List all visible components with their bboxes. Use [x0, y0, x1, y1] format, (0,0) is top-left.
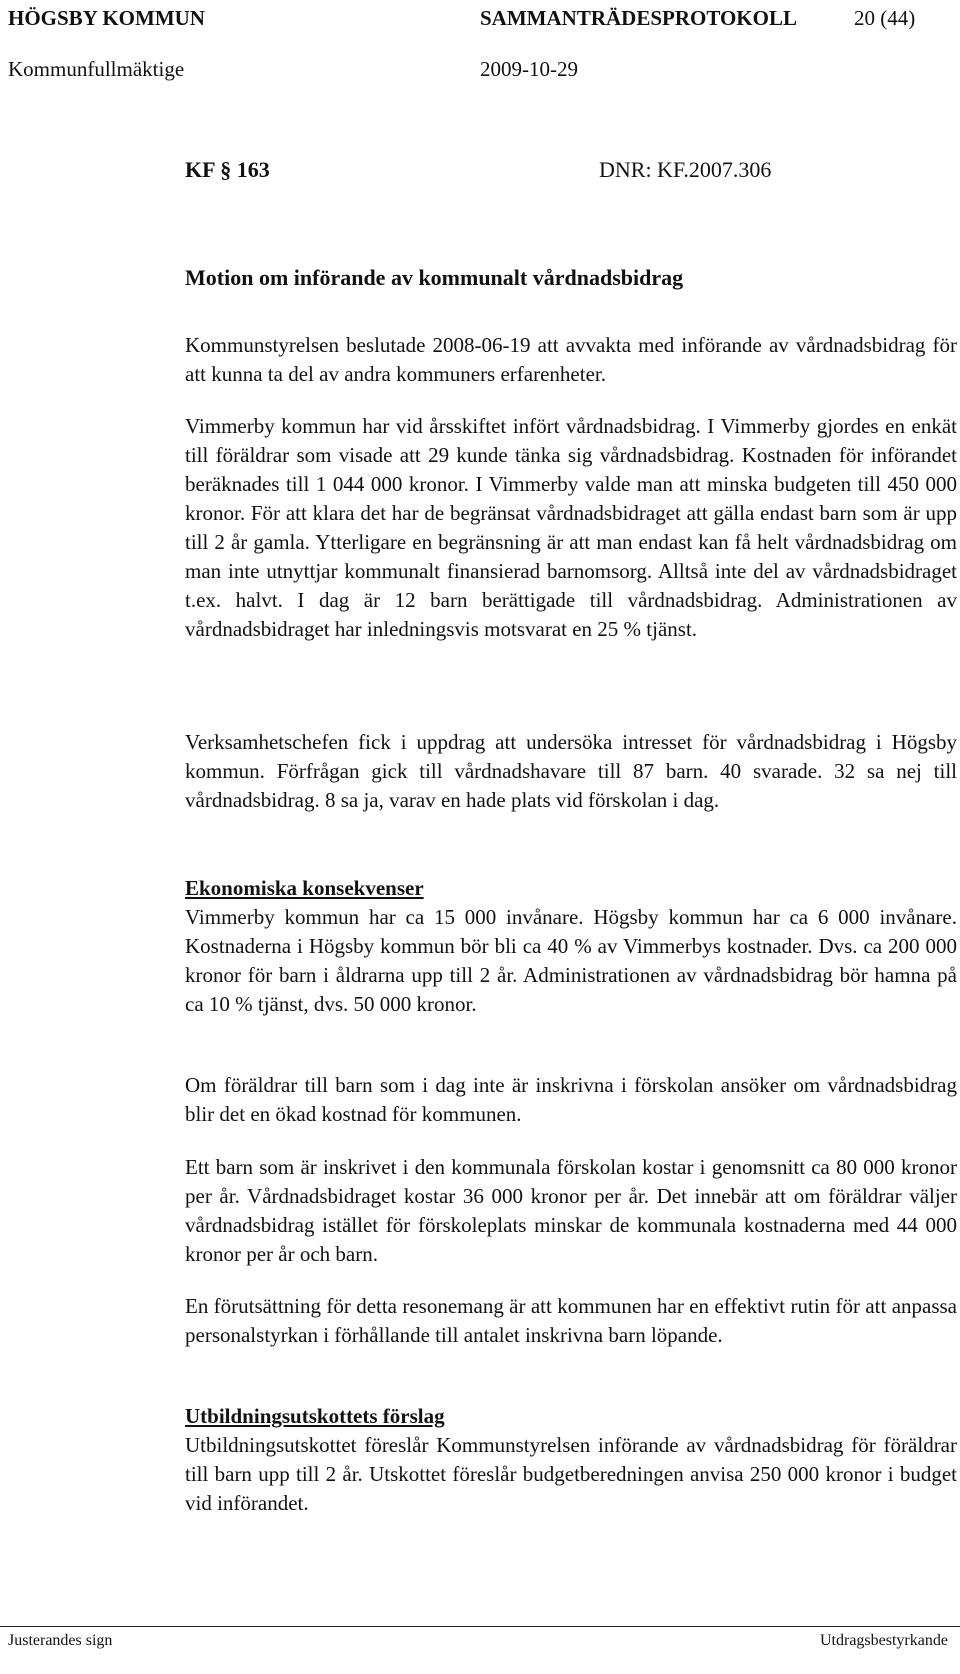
- paragraph-text: Utbildningsutskottet föreslår Kommunstyrelsen införande av vårdnadsbidrag för föräldrar till barn upp till 2 år. Utskottet föreslår budgetberedningen anvisa 250 000 kronor i budget vid införandet.: [185, 1433, 957, 1515]
- paragraph-preschool-cost: [185, 1153, 957, 1269]
- page-number: 20 (44): [854, 6, 916, 30]
- paragraph-vimmerby: [185, 412, 957, 644]
- section-proposal: [185, 1402, 957, 1518]
- paragraph-number: KF § 163: [185, 157, 270, 182]
- paragraph-survey: [185, 728, 957, 815]
- section-heading: Ekonomiska konsekvenser: [185, 876, 424, 900]
- paragraph-text: En förutsättning för detta resonemang är att kommunen har en effektivt rutin för att anpassa personalstyrkan i förhållande till antalet inskrivna barn löpande.: [185, 1294, 957, 1347]
- document-type: SAMMANTRÄDESPROTOKOLL: [480, 6, 797, 30]
- page-title: Motion om införande av kommunalt vårdnadsbidrag: [185, 265, 684, 290]
- dnr-number: DNR: KF.2007.306: [599, 157, 772, 182]
- paragraph-text: Verksamhetschefen fick i uppdrag att undersöka intresset för vårdnadsbidrag i Högsby kommun. Förfrågan gick till vårdnadshavare till 87 barn. 40 svarade. 32 sa nej till vårdnadsbidrag. 8 sa ja, varav en hade plats vid förskolan i dag.: [185, 730, 957, 812]
- section-heading: Utbildningsutskottets förslag: [185, 1404, 445, 1428]
- municipality-name: HÖGSBY KOMMUN: [8, 6, 205, 30]
- footer-justerandes-sign: Justerandes sign: [8, 1632, 113, 1649]
- meeting-body: Kommunfullmäktige: [8, 57, 185, 81]
- footer-divider: [0, 1626, 960, 1627]
- section-economy: [185, 874, 957, 1019]
- paragraph-text: Om föräldrar till barn som i dag inte är inskrivna i förskolan ansöker om vårdnadsbidrag blir det en ökad kostnad för kommunen.: [185, 1073, 957, 1126]
- paragraph-text: Kommunstyrelsen beslutade 2008-06-19 att avvakta med införande av vårdnadsbidrag för att kunna ta del av andra kommuners erfarenheter.: [185, 333, 957, 386]
- paragraph-precondition: [185, 1292, 957, 1350]
- paragraph-text: Vimmerby kommun har ca 15 000 invånare. Högsby kommun har ca 6 000 invånare. Kostnaderna i Högsby kommun bör bli ca 40 % av Vimmerbys kostnader. Dvs. ca 200 000 kronor för barn i åldrarna upp till 2 år. Administrationen av vårdnadsbidrag bör hamna på ca 10 % tjänst, dvs. 50 000 kronor.: [185, 905, 957, 1016]
- paragraph-cost-increase: [185, 1071, 957, 1129]
- footer-utdragsbestyrkande: Utdragsbestyrkande: [820, 1632, 948, 1649]
- paragraph-text: Ett barn som är inskrivet i den kommunala förskolan kostar i genomsnitt ca 80 000 kronor per år. Vårdnadsbidraget kostar 36 000 kronor per år. Det innebär att om föräldrar väljer vårdnadsbidrag istället för förskoleplats minskar de kommunala kostnaderna med 44 000 kronor per år och barn.: [185, 1155, 957, 1266]
- paragraph-decision: [185, 331, 957, 389]
- meeting-date: 2009-10-29: [480, 57, 578, 81]
- paragraph-text: Vimmerby kommun har vid årsskiftet infört vårdnadsbidrag. I Vimmerby gjordes en enkät till föräldrar som visade att 29 kunde tänka sig vårdnadsbidrag. Kostnaden för införandet beräknades till 1 044 000 kronor. I Vimmerby valde man att minska budgeten till 450 000 kronor. För att klara det har de begränsat vårdnadsbidraget att gälla endast barn som är upp till 2 år gamla. Ytterligare en begränsning är att man endast kan få helt vårdnadsbidrag om man inte utnyttjar kommunalt finansierad barnomsorg. Alltså inte del av vårdnadsbidraget t.ex. halvt. I dag är 12 barn berättigade till vårdnadsbidrag. Administrationen av vårdnadsbidraget har inledningsvis motsvarat en 25 % tjänst.: [185, 414, 957, 641]
